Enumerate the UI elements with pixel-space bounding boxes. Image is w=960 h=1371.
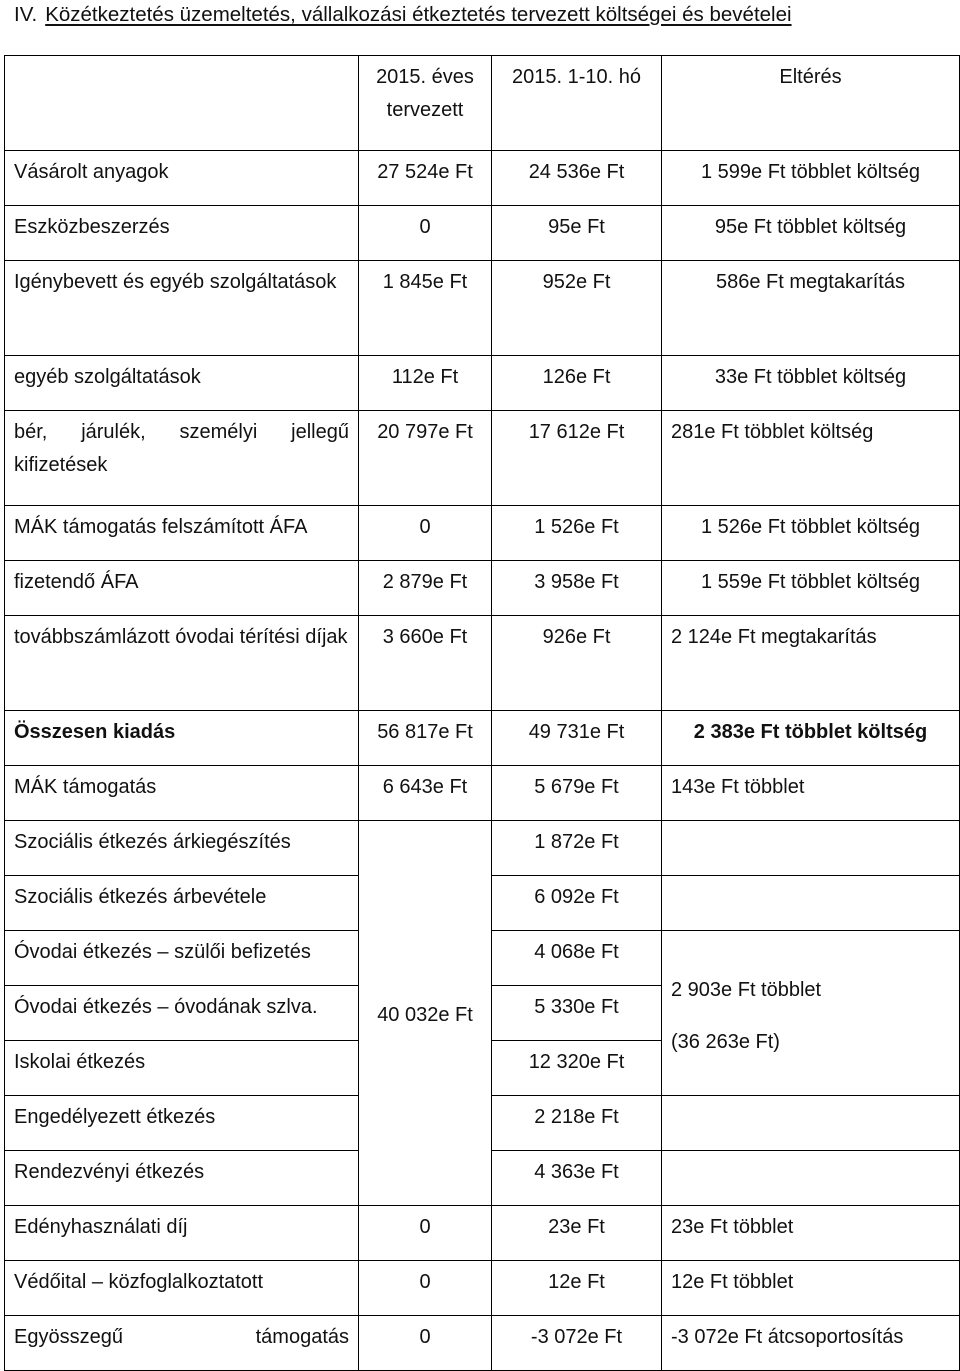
row-label: Edényhasználati díj	[5, 1206, 359, 1261]
row-actual: -3 072e Ft	[492, 1316, 662, 1371]
row-actual: 12e Ft	[492, 1261, 662, 1316]
row-difference: 95e Ft többlet költség	[662, 206, 960, 261]
row-planned: 1 845e Ft	[359, 261, 492, 356]
row-difference: 33e Ft többlet költség	[662, 356, 960, 411]
row-label: Eszközbeszerzés	[5, 206, 359, 261]
row-label: Igénybevett és egyéb szolgáltatások	[5, 261, 359, 356]
group-difference-blank	[662, 1151, 960, 1206]
table-row	[5, 356, 960, 411]
row-label: Rendezvényi étkezés	[5, 1151, 359, 1206]
row-actual: 6 092e Ft	[492, 876, 662, 931]
row-label: Óvodai étkezés – óvodának szlva.	[5, 986, 359, 1041]
row-actual: 2 218e Ft	[492, 1096, 662, 1151]
row-difference: 1 526e Ft többlet költség	[662, 506, 960, 561]
table-row	[5, 261, 960, 356]
row-planned: 56 817e Ft	[359, 711, 492, 766]
cost-revenue-table	[4, 55, 960, 1371]
row-planned: 0	[359, 506, 492, 561]
row-planned: 0	[359, 1261, 492, 1316]
table-row	[5, 1206, 960, 1261]
header-cell-empty	[5, 56, 359, 151]
row-difference: 1 599e Ft többlet költség	[662, 151, 960, 206]
row-planned: 6 643e Ft	[359, 766, 492, 821]
row-label: Engedélyezett étkezés	[5, 1096, 359, 1151]
row-actual: 49 731e Ft	[492, 711, 662, 766]
row-actual: 4 068e Ft	[492, 931, 662, 986]
table-row-total	[5, 711, 960, 766]
row-difference: 1 559e Ft többlet költség	[662, 561, 960, 616]
row-planned: 112e Ft	[359, 356, 492, 411]
table-row	[5, 151, 960, 206]
row-planned: 27 524e Ft	[359, 151, 492, 206]
row-difference: 23e Ft többlet	[662, 1206, 960, 1261]
row-difference: 2 124e Ft megtakarítás	[662, 616, 960, 711]
group-difference-blank	[662, 1096, 960, 1151]
row-label: bér, járulék, személyi jellegű kifizetések	[5, 411, 359, 506]
section-title: Közétkeztetés üzemeltetés, vállalkozási étkeztetés tervezett költségei és bevételei	[45, 3, 792, 26]
table-row	[5, 206, 960, 261]
row-actual: 4 363e Ft	[492, 1151, 662, 1206]
row-actual: 23e Ft	[492, 1206, 662, 1261]
row-label: Óvodai étkezés – szülői befizetés	[5, 931, 359, 986]
row-label: Vásárolt anyagok	[5, 151, 359, 206]
row-actual: 5 679e Ft	[492, 766, 662, 821]
table-row	[5, 766, 960, 821]
group-planned: 40 032e Ft	[359, 821, 492, 1206]
row-label: MÁK támogatás felszámított ÁFA	[5, 506, 359, 561]
row-difference: -3 072e Ft átcsoportosítás	[662, 1316, 960, 1371]
row-actual: 95e Ft	[492, 206, 662, 261]
header-actual: 2015. 1-10. hó	[492, 56, 662, 151]
row-label: MÁK támogatás	[5, 766, 359, 821]
table-row	[5, 1261, 960, 1316]
row-label: Szociális étkezés árkiegészítés	[5, 821, 359, 876]
row-label: Szociális étkezés árbevétele	[5, 876, 359, 931]
group-difference-line2: (36 263e Ft)	[671, 1030, 780, 1053]
group-difference	[662, 931, 960, 1096]
group-difference-line1: 2 903e Ft többlet	[671, 978, 822, 1001]
row-actual: 24 536e Ft	[492, 151, 662, 206]
row-label: Védőital – közfoglalkoztatott	[5, 1261, 359, 1316]
row-label: továbbszámlázott óvodai térítési díjak	[5, 616, 359, 711]
section-heading	[14, 2, 792, 28]
table-header-row	[5, 56, 960, 151]
row-planned: 2 879e Ft	[359, 561, 492, 616]
row-actual: 952e Ft	[492, 261, 662, 356]
row-actual: 5 330e Ft	[492, 986, 662, 1041]
group-difference-blank	[662, 876, 960, 931]
row-difference: 143e Ft többlet	[662, 766, 960, 821]
table-row	[5, 411, 960, 506]
header-difference: Eltérés	[662, 56, 960, 151]
row-planned: 0	[359, 1316, 492, 1371]
row-actual: 3 958e Ft	[492, 561, 662, 616]
row-difference: 281e Ft többlet költség	[662, 411, 960, 506]
section-number: IV.	[14, 3, 38, 26]
row-label: egyéb szolgáltatások	[5, 356, 359, 411]
row-actual: 12 320e Ft	[492, 1041, 662, 1096]
row-label: Összesen kiadás	[5, 711, 359, 766]
table-row	[5, 1316, 960, 1371]
header-planned: 2015. éves tervezett	[359, 56, 492, 151]
group-difference-blank	[662, 821, 960, 876]
row-planned: 0	[359, 1206, 492, 1261]
table-row	[5, 561, 960, 616]
row-actual: 1 872e Ft	[492, 821, 662, 876]
row-label: Egyösszegű támogatás	[5, 1316, 359, 1371]
row-label: Iskolai étkezés	[5, 1041, 359, 1096]
row-planned: 3 660e Ft	[359, 616, 492, 711]
row-planned: 20 797e Ft	[359, 411, 492, 506]
table-row	[5, 506, 960, 561]
table-row-group	[5, 821, 960, 876]
row-difference: 2 383e Ft többlet költség	[662, 711, 960, 766]
row-actual: 17 612e Ft	[492, 411, 662, 506]
row-label: fizetendő ÁFA	[5, 561, 359, 616]
row-actual: 1 526e Ft	[492, 506, 662, 561]
row-difference: 586e Ft megtakarítás	[662, 261, 960, 356]
table-row	[5, 616, 960, 711]
row-actual: 926e Ft	[492, 616, 662, 711]
row-difference: 12e Ft többlet	[662, 1261, 960, 1316]
row-actual: 126e Ft	[492, 356, 662, 411]
row-planned: 0	[359, 206, 492, 261]
